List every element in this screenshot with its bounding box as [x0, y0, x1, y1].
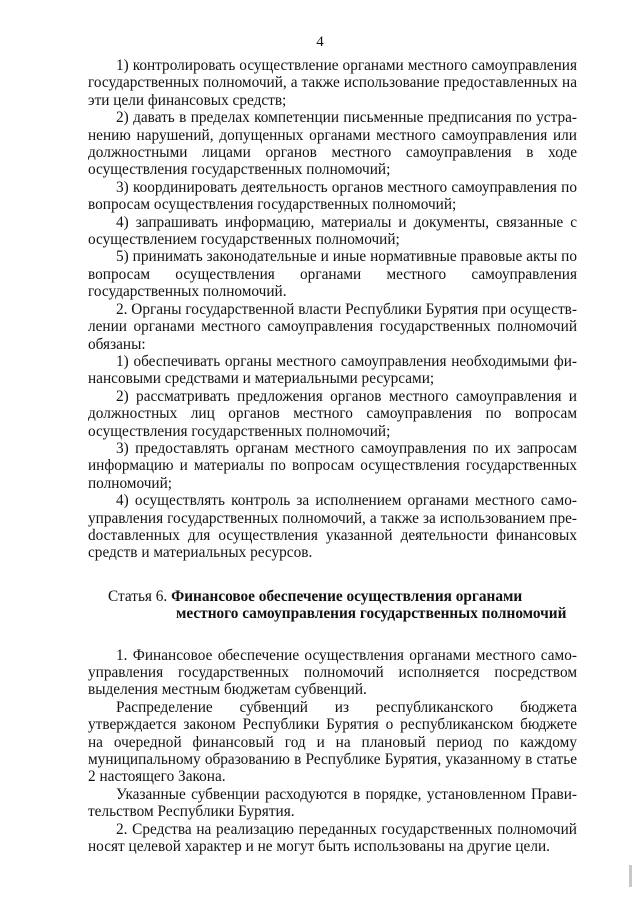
paragraph: 2. Органы государственной власти Республики Бурятия при осуществлении органами местного самоуправления государственных полномочий обязаны:	[88, 300, 578, 353]
page-number: 4	[316, 34, 324, 50]
document-body	[88, 57, 577, 855]
paragraph: 4) осуществлять контроль за исполнением органами местного самоуправления государственных полномочий, а также за использованием преdоставленных для осуществления указанной деятельности финансовых средств и материальных ресурсов.	[88, 492, 577, 562]
paragraph: 1. Финансовое обеспечение осуществления органами местного самоуправления государственных полномочий исполняется посредством выделения местным бюджетам субвенций.	[88, 646, 577, 699]
article-title-line2: местного самоуправления государственных полномочий	[176, 605, 567, 623]
paragraph: 3) координировать деятельность органов местного самоуправления по вопросам осуществления государственных полномочий;	[88, 178, 577, 214]
paragraph: Указанные субвенции расходуются в порядке, установленном Правительством Республики Бурятия.	[88, 785, 577, 821]
article-label: Статья 6.	[108, 587, 168, 605]
article-title-line1: Финансовое обеспечение осуществления органами	[171, 587, 523, 605]
paragraph: 5) принимать законодательные и иные нормативные правовые акты по вопросам осуществления органами местного самоуправления государственных полномочий.	[88, 248, 577, 301]
paragraph: 1) обеспечивать органы местного самоуправления необходимыми финансовыми средствами и материальными ресурсами;	[88, 352, 577, 388]
paragraph: 4) запрашивать информацию, материалы и документы, связанные с осуществлением государственных полномочий;	[88, 213, 577, 249]
paragraph: 1) контролировать осуществление органами местного самоуправления государственных полномочий, а также использование предоставленных на эти цели финансовых средств;	[88, 57, 577, 109]
paragraph: 2) рассматривать предложения органов местного самоуправления и должностных лиц органов местного самоуправления по вопросам осуществления государственных полномочий;	[88, 387, 577, 440]
article-heading	[88, 588, 577, 623]
scan-edge-mark	[629, 865, 632, 887]
paragraph: 3) предоставлять органам местного самоуправления по их запросам информацию и материалы по вопросам осуществления государственных полномочий;	[88, 439, 577, 492]
paragraph: 2. Средства на реализацию переданных государственных полномочий носят целевой характер и не могут быть использованы на другие цели.	[88, 820, 577, 856]
paragraph: Распределение субвенций из республиканского бюджета утверждается законом Республики Бурятия о республиканском бюджете на очередной финансовый год и на плановый период по каждому муниципальному образованию в Республике Бурятия, указанному в статье 2 настоящего Закона.	[88, 698, 577, 786]
paragraph: 2) давать в пределах компетенции письменные предписания по устранению нарушений, допущенных органами местного самоуправления или должностными лицами органов местного самоуправления в ходе осуществления государственных полномочий;	[88, 109, 577, 179]
